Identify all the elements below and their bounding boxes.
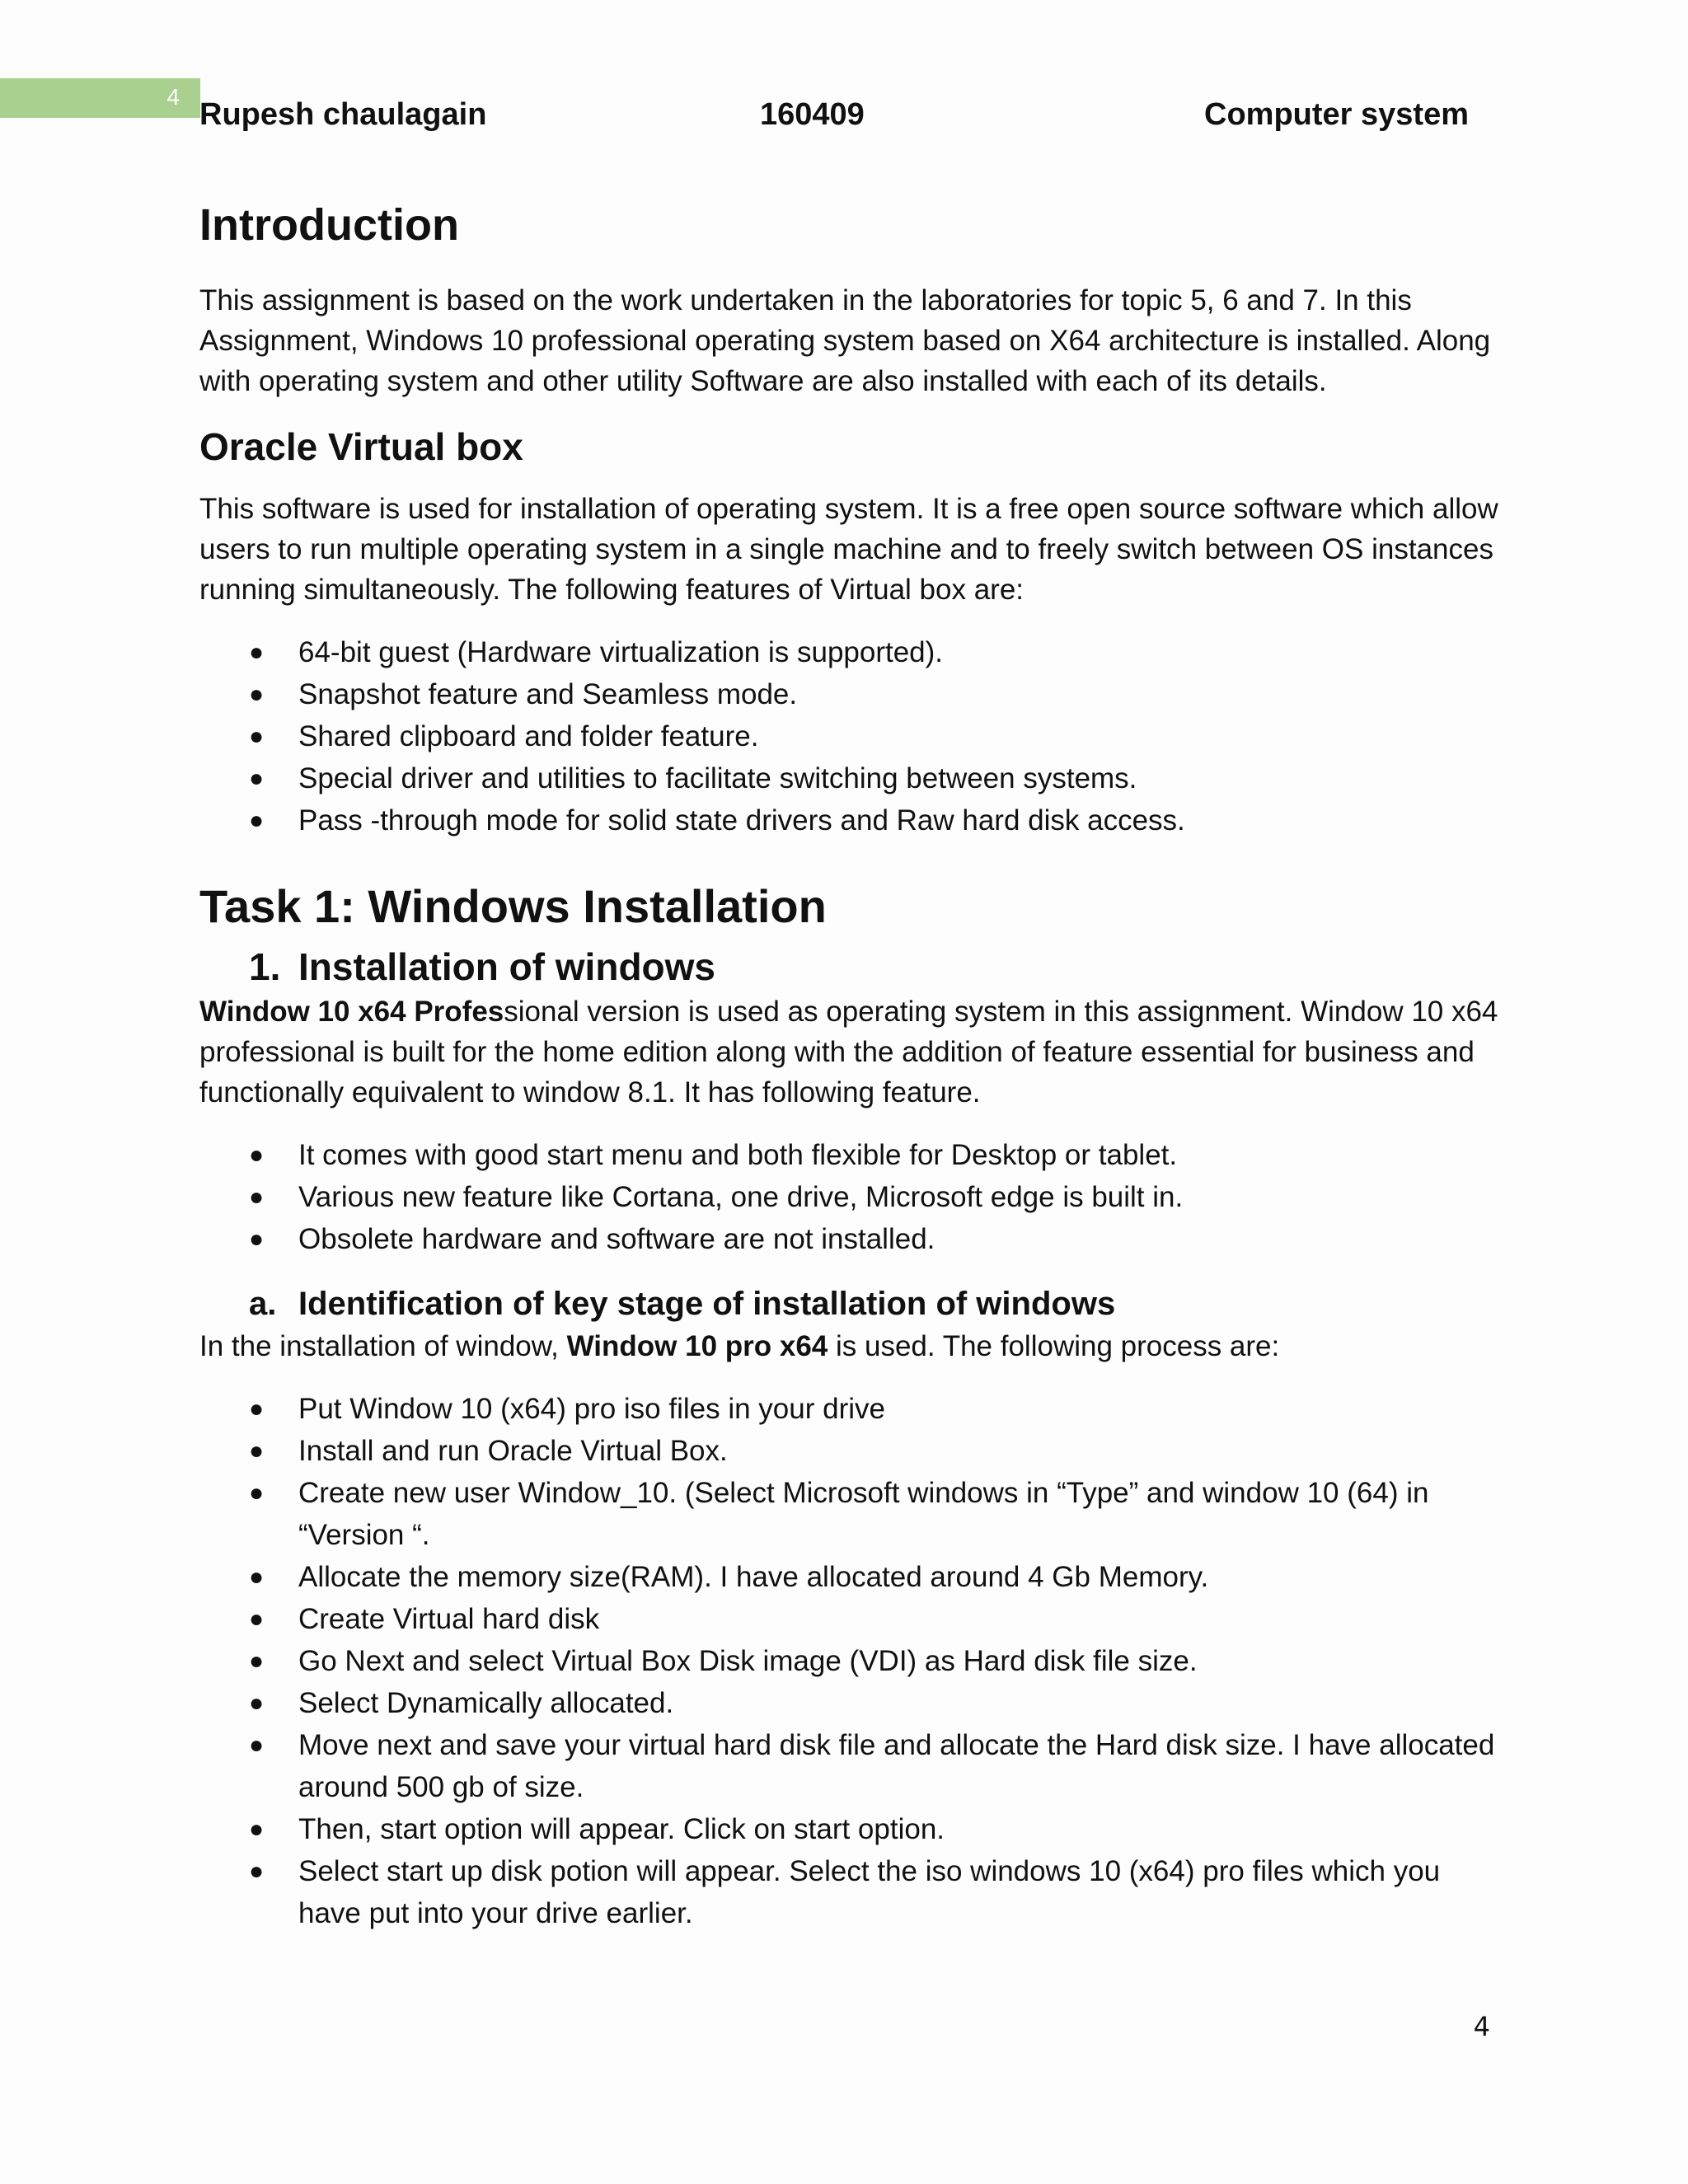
list-item: ● Move next and save your virtual hard disk file and allocate the Hard disk size. I have allocated around 500 gb of size.: [199, 1724, 1502, 1808]
list-item: ● Obsolete hardware and software are not installed.: [199, 1218, 1502, 1260]
list-item: ● Select Dynamically allocated.: [199, 1682, 1502, 1724]
header-course-title: Computer system: [1204, 97, 1469, 132]
bullet-icon: ●: [249, 1395, 265, 1422]
bullet-icon: ●: [249, 1732, 265, 1759]
list-item: ● Shared clipboard and folder feature.: [199, 715, 1502, 757]
bullet-icon: ●: [249, 1858, 265, 1885]
list-item: ● Put Window 10 (x64) pro iso files in your drive: [199, 1388, 1502, 1430]
page-tab-marker: [0, 78, 200, 118]
task1-heading: Task 1: Windows Installation: [199, 880, 827, 932]
bullet-icon: ●: [249, 1690, 265, 1717]
installation-paragraph: Window 10 x64 Professional version is used as operating system in this assignment. Window 10 x64 professional is built for the home edition along with the addition of feature essential for business and functionally equivalent to window 8.1. It has following feature.: [199, 996, 1498, 1108]
list-item: ● Go Next and select Virtual Box Disk image (VDI) as Hard disk file size.: [199, 1640, 1502, 1682]
list-item: ● Then, start option will appear. Click on start option.: [199, 1808, 1502, 1850]
document-body: [199, 196, 1502, 1956]
list-item: ● Create new user Window_10. (Select Microsoft windows in “Type” and window 10 (64) in “Version “.: [199, 1472, 1502, 1556]
list-item: ● Pass -through mode for solid state drivers and Raw hard disk access.: [199, 799, 1502, 841]
bullet-icon: ●: [249, 1479, 265, 1507]
bullet-icon: ●: [249, 1647, 265, 1675]
bullet-icon: ●: [249, 1183, 265, 1211]
section-installation-heading: 1. Installation of windows: [249, 945, 715, 988]
list-item: ● Snapshot feature and Seamless mode.: [199, 673, 1502, 715]
list-item: ● Install and run Oracle Virtual Box.: [199, 1430, 1502, 1472]
bullet-icon: ●: [249, 1437, 265, 1465]
page-header: [199, 97, 1469, 143]
bullet-icon: ●: [249, 807, 265, 834]
list-item: ● It comes with good start menu and both flexible for Desktop or tablet.: [199, 1134, 1502, 1176]
list-item: ● Select start up disk potion will appear. Select the iso windows 10 (x64) pro files which you have put into your drive earlier.: [199, 1850, 1502, 1934]
list-item: ● Various new feature like Cortana, one drive, Microsoft edge is built in.: [199, 1176, 1502, 1218]
oracle-heading: Oracle Virtual box: [199, 425, 523, 468]
footer-page-number: 4: [1473, 2011, 1490, 2042]
header-student-id: 160409: [760, 97, 865, 132]
oracle-feature-list: [199, 631, 1502, 841]
bullet-icon: ●: [249, 723, 265, 750]
list-item: ● Special driver and utilities to facilitate switching between systems.: [199, 757, 1502, 799]
list-item: ● Allocate the memory size(RAM). I have allocated around 4 Gb Memory.: [199, 1556, 1502, 1598]
bullet-icon: ●: [249, 1605, 265, 1633]
oracle-paragraph: This software is used for installation of operating system. It is a free open source software which allow users to run multiple operating system in a single machine and to freely switch between OS instances running simultaneously. The following features of Virtual box are:: [199, 493, 1498, 606]
windows-feature-list: [199, 1134, 1502, 1260]
list-item: ● Create Virtual hard disk: [199, 1598, 1502, 1640]
intro-paragraph: This assignment is based on the work undertaken in the laboratories for topic 5, 6 and 7. In this Assignment, Windows 10 professional operating system based on X64 architecture is installed. Along with operating system and other utility Software are also installed with each of its details.: [199, 284, 1491, 397]
subsection-key-stage-heading: a. Identification of key stage of installation of windows: [249, 1286, 1116, 1322]
installation-steps-list: [199, 1388, 1502, 1934]
bullet-icon: ●: [249, 1141, 265, 1169]
bullet-icon: ●: [249, 1226, 265, 1253]
tab-page-number: 4: [166, 84, 180, 110]
intro-heading: Introduction: [199, 200, 459, 250]
bullet-icon: ●: [249, 639, 265, 666]
bullet-icon: ●: [249, 1563, 265, 1591]
header-author-name: Rupesh chaulagain: [199, 97, 487, 132]
list-item: ● 64-bit guest (Hardware virtualization is supported).: [199, 631, 1502, 673]
bullet-icon: ●: [249, 681, 265, 708]
process-intro-paragraph: In the installation of window, Window 10 pro x64 is used. The following process are:: [199, 1330, 1280, 1362]
bullet-icon: ●: [249, 1816, 265, 1843]
bullet-icon: ●: [249, 765, 265, 792]
